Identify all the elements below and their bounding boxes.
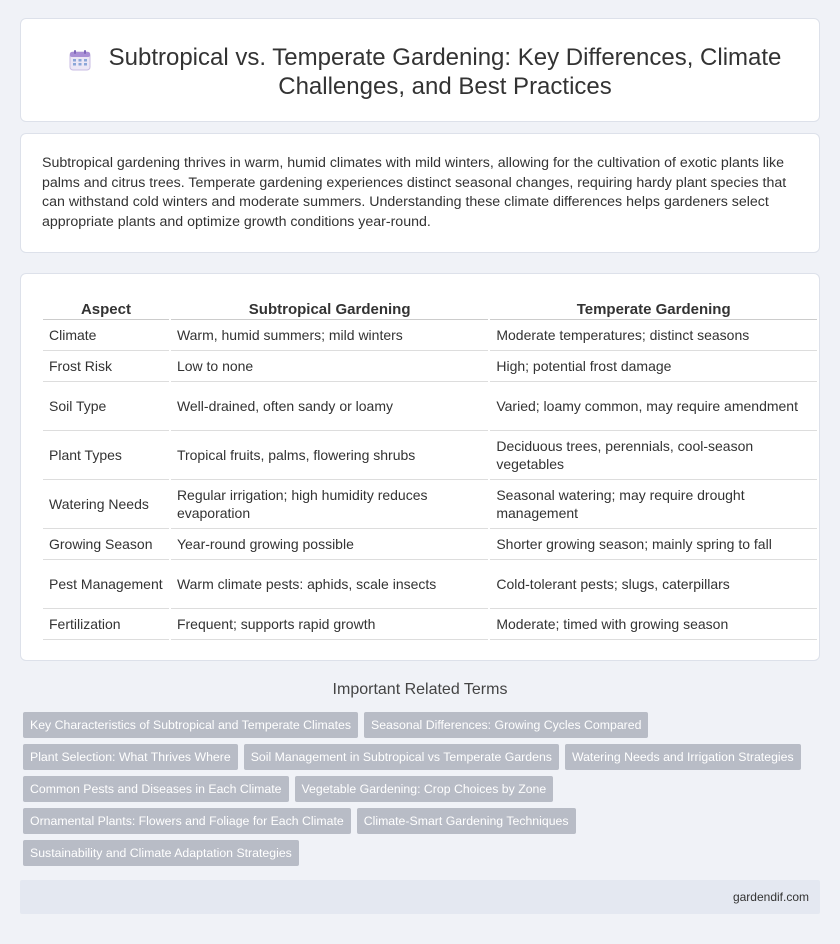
related-term-tag[interactable]: Key Characteristics of Subtropical and Temperate Climates <box>23 712 358 738</box>
table-cell: Growing Season <box>43 529 169 560</box>
related-terms-tags <box>23 712 803 872</box>
table-row <box>43 560 817 609</box>
related-terms-title: Important Related Terms <box>332 681 508 698</box>
intro-text: Subtropical gardening thrives in warm, humid climates with mild winters, allowing for the cultivation of exotic plants like palms and citrus trees. Temperate gardening experiences distinct seasonal changes, requiring hardy plant species that can withstand cold winters and moderate summers. Understanding these climate differences helps gardeners select appropriate plants and optimize growth conditions year-round. <box>42 155 787 230</box>
intro-card <box>20 133 820 253</box>
table-row <box>43 480 817 529</box>
table-cell: Year-round growing possible <box>171 529 488 560</box>
page-title: Subtropical vs. Temperate Gardening: Key Differences, Climate Challenges, and Best Practices <box>108 44 782 100</box>
table-row <box>43 609 817 640</box>
table-cell: Deciduous trees, perennials, cool-season vegetables <box>490 431 817 480</box>
table-header-aspect: Aspect <box>43 294 169 320</box>
table-cell: Cold-tolerant pests; slugs, caterpillars <box>490 560 817 609</box>
related-term-tag[interactable]: Ornamental Plants: Flowers and Foliage for Each Climate <box>23 808 351 834</box>
table-cell: Varied; loamy common, may require amendment <box>490 382 817 431</box>
footer <box>20 880 820 914</box>
related-term-tag[interactable]: Climate-Smart Gardening Techniques <box>357 808 576 834</box>
header-card <box>20 18 820 122</box>
table-cell: Frost Risk <box>43 351 169 382</box>
table-cell: Plant Types <box>43 431 169 480</box>
comparison-table-card <box>20 273 820 661</box>
table-cell: High; potential frost damage <box>490 351 817 382</box>
footer-site-link[interactable]: gardendif.com <box>732 890 809 904</box>
related-term-tag[interactable]: Seasonal Differences: Growing Cycles Compared <box>364 712 648 738</box>
table-cell: Regular irrigation; high humidity reduces evaporation <box>171 480 488 529</box>
table-cell: Fertilization <box>43 609 169 640</box>
table-cell: Warm climate pests: aphids, scale insects <box>171 560 488 609</box>
table-row <box>43 431 817 480</box>
table-cell: Moderate; timed with growing season <box>490 609 817 640</box>
table-header-subtropical: Subtropical Gardening <box>171 294 488 320</box>
table-cell: Low to none <box>171 351 488 382</box>
table-cell: Pest Management <box>43 560 169 609</box>
related-term-tag[interactable]: Sustainability and Climate Adaptation Strategies <box>23 840 299 866</box>
related-term-tag[interactable]: Soil Management in Subtropical vs Temperate Gardens <box>244 744 559 770</box>
table-cell: Warm, humid summers; mild winters <box>171 320 488 351</box>
table-row <box>43 320 817 351</box>
table-cell: Tropical fruits, palms, flowering shrubs <box>171 431 488 480</box>
table-row <box>43 382 817 431</box>
table-cell: Soil Type <box>43 382 169 431</box>
related-term-tag[interactable]: Plant Selection: What Thrives Where <box>23 744 238 770</box>
table-cell: Moderate temperatures; distinct seasons <box>490 320 817 351</box>
table-cell: Watering Needs <box>43 480 169 529</box>
table-cell: Frequent; supports rapid growth <box>171 609 488 640</box>
table-cell: Well-drained, often sandy or loamy <box>171 382 488 431</box>
table-row <box>43 529 817 560</box>
related-term-tag[interactable]: Watering Needs and Irrigation Strategies <box>565 744 801 770</box>
related-term-tag[interactable]: Vegetable Gardening: Crop Choices by Zone <box>295 776 554 802</box>
table-row <box>43 351 817 382</box>
related-term-tag[interactable]: Common Pests and Diseases in Each Climate <box>23 776 289 802</box>
table-cell: Shorter growing season; mainly spring to fall <box>490 529 817 560</box>
comparison-table <box>41 294 819 640</box>
table-cell: Climate <box>43 320 169 351</box>
table-header-temperate: Temperate Gardening <box>490 294 817 320</box>
table-cell: Seasonal watering; may require drought management <box>490 480 817 529</box>
